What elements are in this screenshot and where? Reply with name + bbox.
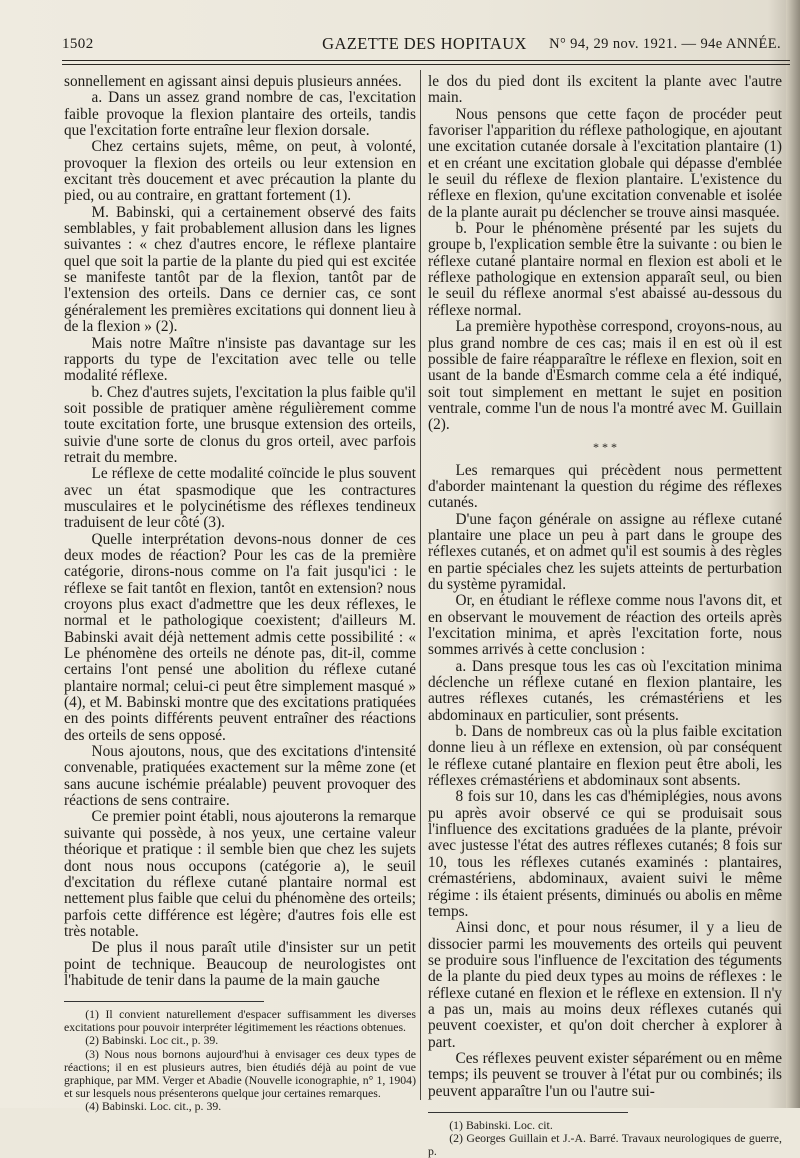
paragraph: sonnellement en agissant ainsi depuis plusieurs années. [64,73,402,90]
paragraph: Le réflexe de cette modalité coïncide le plus souvent avec un état spasmodique que les contractures musculaires et le polycinétisme des réflexes tendineux traduisent de leur côté (3). [64,465,416,532]
paragraph: a. Dans un assez grand nombre de cas, l'excitation faible provoque la flexion plantaire des orteils, tandis que l'excitation forte entraîne leur flexion dorsale. [64,89,416,140]
paragraph: De plus il nous paraît utile d'insister sur un petit point de technique. Beaucoup de neurologistes ont l'habitude de tenir dans la paume de la main gauche [64,939,416,989]
left-column [64,74,416,1113]
paragraph: Ainsi donc, et pour nous résumer, il y a lieu de dissocier parmi les mouvements des orteils qui peuvent se produire sous l'influence de l'excitation des téguments de la plante du pied deux types au moins de réflexes : le réflexe cutané en flexion et le réflexe en extension. Il n'y a pas un, mais au moins deux réflexes cutanés qui peuvent coexister, et qu'on doit chercher à explorer à part. [428,919,782,1051]
issue-info: N° 94, 29 nov. 1921. — 94e ANNÉE. [549,36,781,52]
paragraph: Chez certains sujets, même, on peut, à volonté, provoquer la flexion des orteils ou leur extension en excitant très doucement et avec précaution la plante du pied, ou au contraire, en grattant fortement (1). [64,138,416,205]
section-separator-asterisks: * * * [593,439,617,454]
paragraph: Nous pensons que cette façon de procéder peut favoriser l'apparition du réflexe pathologique, en ajoutant une excitation cutanée dorsale à l'excitation plantaire (1) et en créant une excitation globale qui dépasse d'emblée le seuil du réflexe de flexion plantaire. L'existence du réflexe en flexion, qu'une excitation convenable et isolée de la plante aurait pu déclencher se trouve ainsi masquée. [428,105,782,221]
paragraph: Ces réflexes peuvent exister séparément ou en même temps; ils peuvent se trouver à l'état pur ou combinés; ils peuvent apparaître l'un ou l'autre sui- [428,1049,782,1100]
page-number: 1502 [62,36,94,52]
footnote: (2) Georges Guillain et J.-A. Barré. Travaux neurologiques de guerre, p. [428,1131,782,1158]
paragraph: b. Chez d'autres sujets, l'excitation la plus faible qu'il soit possible de pratiquer amène régulièrement comme toute excitation forte, une brusque extension des orteils, suivie d'une sorte de clonus du gros orteil, avec parfois retrait du membre. [64,383,416,466]
paragraph: le dos du pied dont ils excitent la plante avec l'autre main. [428,73,782,107]
paragraph: M. Babinski, qui a certainement observé des faits semblables, y fait probablement allusion dans les lignes suivantes : « chez d'autres encore, le réflexe plantaire quel que soit la partie de la plante du pied qui est excitée se manifeste tantôt par de la flexion, tantôt par de l'extension des orteils. Dans ce dernier cas, ce sont généralement les premières excitations qui donnent lieu à de la flexion » (2). [64,203,416,336]
header-rule-bottom [62,64,790,65]
paragraph: Ce premier point établi, nous ajouterons la remarque suivante qui possède, à nos yeux, une certaine valeur théorique et pratique : il semble bien que chez les sujets dont nous nous occupons (catégorie a), le seuil d'excitation du réflexe cutané plantaire normal est nettement plus faible que celui du phénomène des orteils; parfois cette différence est légère; d'autres fois elle est très notable. [64,808,416,940]
paragraph: 8 fois sur 10, dans les cas d'hémiplégies, nous avons pu après avoir observé ce qui se produisait sous l'influence des excitations graduées de la plante, prévoir avec justesse l'état des autres réflexes cutanés; 8 fois sur 10, tous les réflexes cutanés examinés : plantaires, crémastériens, abdominaux, avaient suivi le même régime : ils étaient présents, diminués ou abolis en même temps. [428,788,782,920]
footnote: (4) Babinski. Loc. cit., p. 39. [85,1098,222,1113]
page-header [62,34,787,58]
footnote: (1) Babinski. Loc. cit. [449,1117,553,1132]
column-divider [420,70,421,1100]
footnote: (1) Il convient naturellement d'espacer suffisamment les diverses excitations pour pouvoir interpréter légitimement les réactions obtenues. [64,1007,416,1035]
paragraph: D'une façon générale on assigne au réflexe cutané plantaire une place un peu à part dans le groupe des réflexes cutanés, et on admet qu'il est soumis à des règles en partie spéciales chez les sujets atteints de perturbation du système pyramidal. [428,510,782,593]
paragraph: b. Dans de nombreux cas où la plus faible excitation donne lieu à un réflexe en extension, où par conséquent le réflexe cutané plantaire en flexion peut être aboli, les réflexes crémastériens et abdominaux sont absents. [428,723,782,790]
journal-title: GAZETTE DES HOPITAUX [322,34,527,53]
paragraph: Quelle interprétation devons-nous donner de ces deux modes de réaction? Pour les cas de la première catégorie, dirons-nous comme on l'a fait jusqu'ici : le réflexe se fait tantôt en flexion, tantôt en extension? nous croyons plus exact d'admettre que les deux réflexes, le normal et le pathologique coexistent; d'ailleurs M. Babinski avait déjà nettement admis cette possibilité : « Le phénomène des orteils ne dénote pas, dit-il, comme certains l'ont pensé une abolition du réflexe cutané plantaire normal; celui-ci peut être simplement masqué » (4), et M. Babinski montre que des excitations pratiquées en des points différents peuvent entraîner des réactions des orteils de sens opposé. [64,530,416,744]
paragraph: La première hypothèse correspond, croyons-nous, au plus grand nombre de ces cas; mais il en est où il est possible de faire réapparaître le réflexe en flexion, soit en usant de la bande d'Esmarch comme cela a été indiqué, soit tout simplement en mettant le sujet en position ventrale, comme l'un de nous l'a montré avec M. Guillain (2). [428,318,782,434]
paragraph: Les remarques qui précèdent nous permettent d'aborder maintenant la question du régime des réflexes cutanés. [428,461,782,512]
header-rule-top [62,60,790,61]
paragraph: Or, en étudiant le réflexe comme nous l'avons dit, et en observant le mouvement de réaction des orteils après l'excitation minima, et après l'excitation forte, nous sommes arrivés à cette conclusion : [428,592,782,659]
footnote-rule [428,1112,628,1113]
paragraph: Nous ajoutons, nous, que des excitations d'intensité convenable, pratiquées exactement sur la même zone (et sans aucune ischémie préalable) peuvent provoquer des réactions de sens contraire. [64,743,416,810]
footnote: (2) Babinski. Loc cit., p. 39. [85,1033,219,1048]
right-column [428,74,782,1158]
paragraph: Mais notre Maître n'insiste pas davantage sur les rapports du type de l'excitation avec telle ou telle modalité réflexe. [64,334,416,385]
paragraph: a. Dans presque tous les cas où l'excitation minima déclenche un réflexe cutané en flexion plantaire, les autres réflexes cutanés, les crémastériens et les abdominaux en particulier, sont présents. [428,657,782,724]
footnote-rule [64,1001,264,1002]
paragraph: b. Pour le phénomène présenté par les sujets du groupe b, l'explication semble être la suivante : ou bien le réflexe cutané plantaire normal en flexion est aboli et le réflexe pathologique en extension apparaît seul, ou bien le seuil du réflexe anormal s'est abaissé au-dessous du réflexe normal. [428,220,782,319]
page-edge-shadow [786,0,800,1108]
footnote: (3) Nous nous bornons aujourd'hui à envisager ces deux types de réactions; il en est plusieurs autres, bien étudiés déjà au point de vue graphique, par MM. Verger et Abadie (Nouvelle iconographie, n° 1, 1904) et sur lesquels nous présenterons quelque jour certaines remarques. [64,1046,416,1100]
